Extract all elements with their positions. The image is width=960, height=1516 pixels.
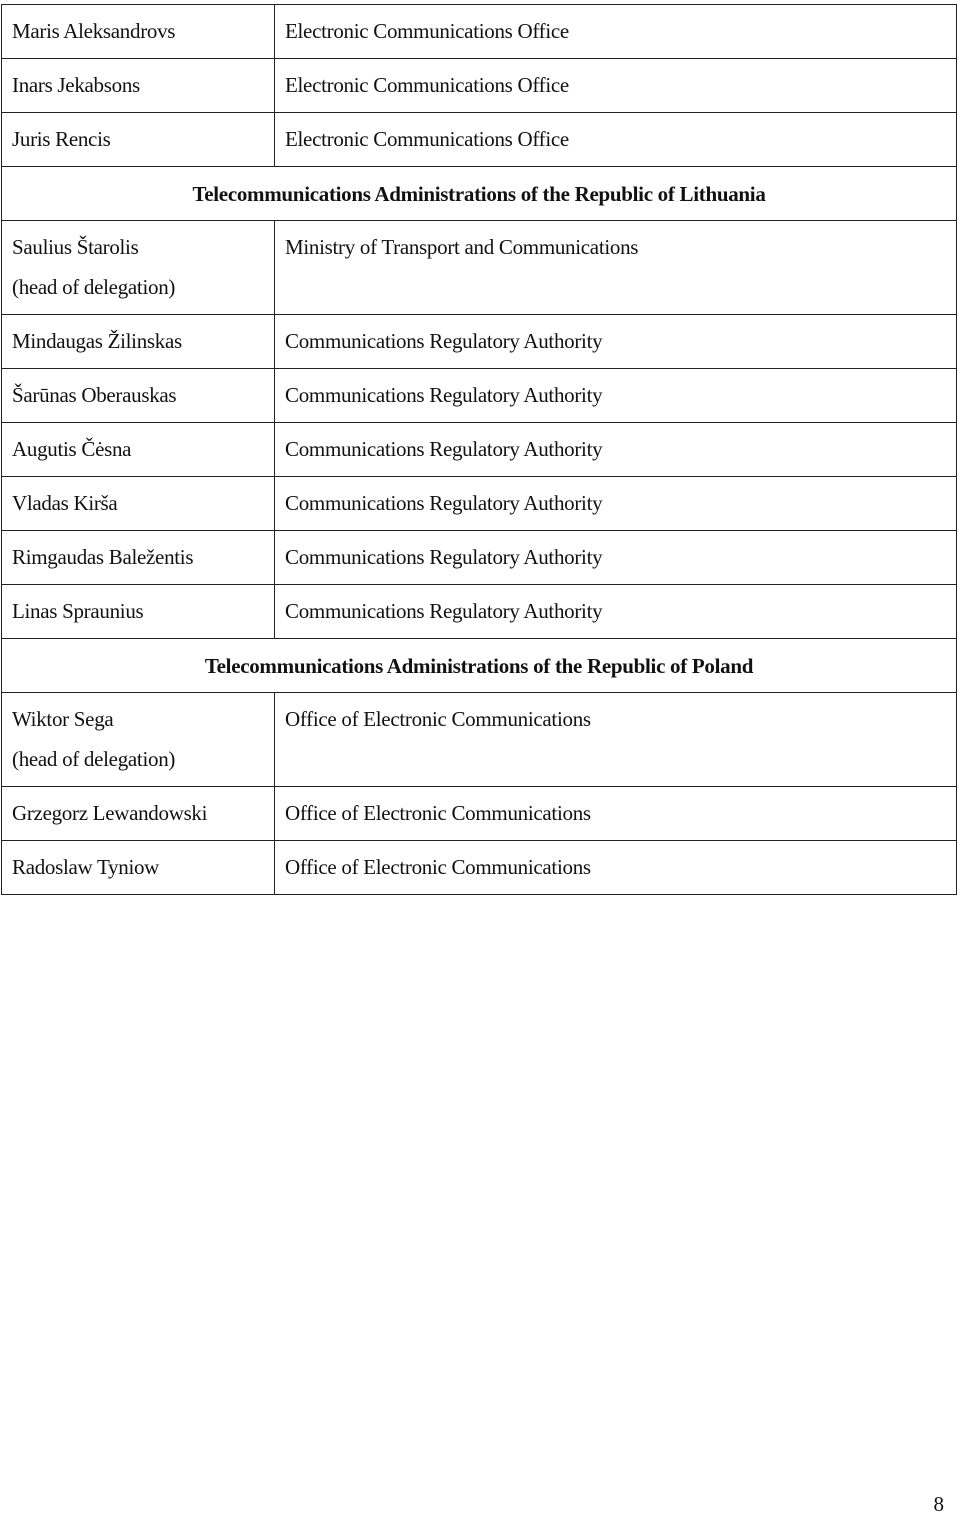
delegate-organization: Communications Regulatory Authority xyxy=(275,369,957,423)
table-row xyxy=(2,423,957,477)
delegate-organization: Electronic Communications Office xyxy=(275,59,957,113)
page-number: 8 xyxy=(933,1492,944,1516)
section-heading-row xyxy=(2,639,957,693)
table-row xyxy=(2,113,957,167)
delegate-organization: Electronic Communications Office xyxy=(275,5,957,59)
delegate-name: Inars Jekabsons xyxy=(2,59,275,113)
table-row xyxy=(2,59,957,113)
section-heading-poland: Telecommunications Administrations of the Republic of Poland xyxy=(2,639,957,693)
table-row xyxy=(2,369,957,423)
delegate-organization: Electronic Communications Office xyxy=(275,113,957,167)
table-row xyxy=(2,221,957,315)
section-heading-row xyxy=(2,167,957,221)
delegate-name: Maris Aleksandrovs xyxy=(2,5,275,59)
delegate-organization: Communications Regulatory Authority xyxy=(275,585,957,639)
delegate-name: Rimgaudas Baležentis xyxy=(2,531,275,585)
table-row xyxy=(2,477,957,531)
delegate-name: Šarūnas Oberauskas xyxy=(2,369,275,423)
delegate-name: Wiktor Sega (head of delegation) xyxy=(2,693,275,787)
delegate-organization: Communications Regulatory Authority xyxy=(275,315,957,369)
delegate-organization: Communications Regulatory Authority xyxy=(275,477,957,531)
delegate-organization: Communications Regulatory Authority xyxy=(275,531,957,585)
delegate-name: Vladas Kirša xyxy=(2,477,275,531)
delegate-organization: Office of Electronic Communications xyxy=(275,841,957,895)
table-row xyxy=(2,585,957,639)
table-row xyxy=(2,693,957,787)
delegate-organization: Office of Electronic Communications xyxy=(275,693,957,787)
delegate-name: Saulius Štarolis (head of delegation) xyxy=(2,221,275,315)
table-row xyxy=(2,5,957,59)
delegate-organization: Ministry of Transport and Communications xyxy=(275,221,957,315)
delegate-name: Juris Rencis xyxy=(2,113,275,167)
table-row xyxy=(2,315,957,369)
head-of-delegation-note: (head of delegation) xyxy=(12,275,176,299)
delegate-organization: Office of Electronic Communications xyxy=(275,787,957,841)
delegate-name: Mindaugas Žilinskas xyxy=(2,315,275,369)
head-of-delegation-note: (head of delegation) xyxy=(12,747,176,771)
section-heading-lithuania: Telecommunications Administrations of the Republic of Lithuania xyxy=(2,167,957,221)
delegate-name: Radoslaw Tyniow xyxy=(2,841,275,895)
delegate-name: Linas Spraunius xyxy=(2,585,275,639)
table-row xyxy=(2,787,957,841)
delegate-name: Grzegorz Lewandowski xyxy=(2,787,275,841)
table-row xyxy=(2,841,957,895)
table-row xyxy=(2,531,957,585)
delegation-table xyxy=(1,4,957,895)
delegate-name: Augutis Čėsna xyxy=(2,423,275,477)
delegate-organization: Communications Regulatory Authority xyxy=(275,423,957,477)
